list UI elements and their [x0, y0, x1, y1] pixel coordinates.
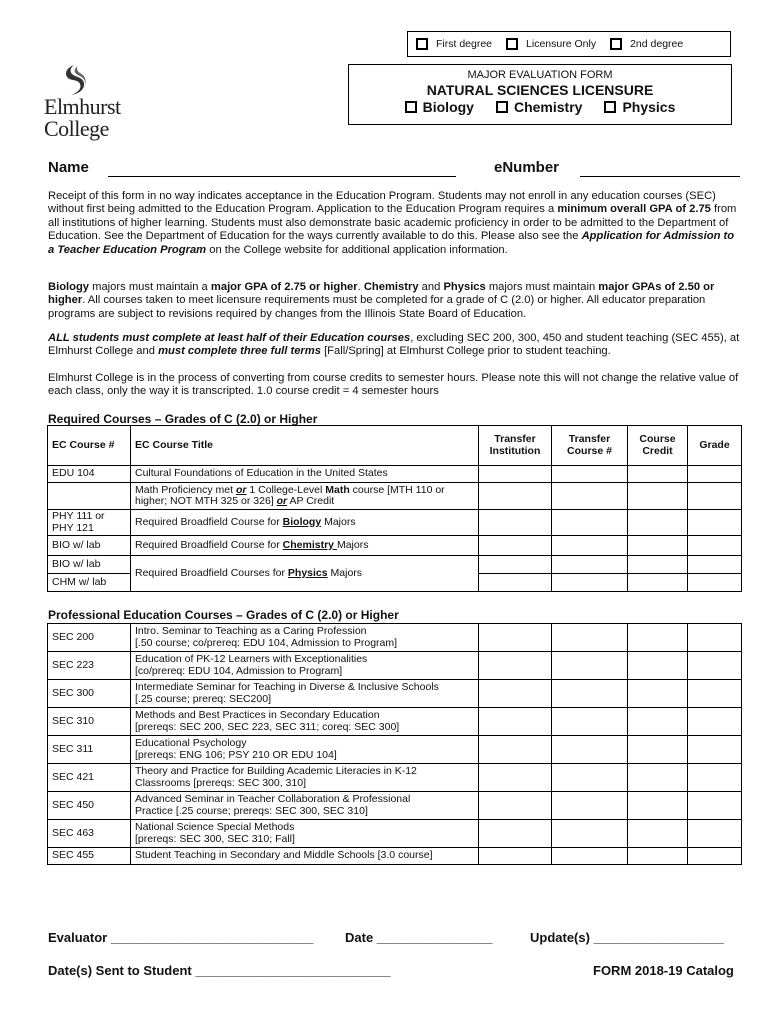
course-detail-line: [.25 course; prereq: SEC200] [135, 692, 271, 705]
required-courses-table [47, 425, 742, 592]
course-credit-cell[interactable] [628, 510, 688, 536]
degree-option-label: First degree [436, 38, 493, 50]
degree-option-second[interactable] [610, 38, 683, 50]
title-post: Majors [321, 515, 356, 528]
course-number: SEC 223 [48, 652, 131, 680]
logo-word-2: College [44, 116, 109, 141]
transfer-institution-cell[interactable] [479, 652, 552, 680]
text-segment: [Fall/Spring] at Elmhurst College prior to student teaching. [320, 345, 611, 358]
course-detail-line: [co/prereq: EDU 104, Admission to Program] [135, 664, 343, 677]
logo-word-1: Elmhurst [44, 94, 121, 119]
transfer-course-cell[interactable] [552, 764, 628, 792]
major-option-label: Biology [422, 99, 474, 115]
grade-cell[interactable] [688, 556, 742, 574]
course-number: SEC 311 [48, 736, 131, 764]
title-pre: Required Broadfield Course for [135, 515, 283, 528]
transfer-institution-cell[interactable] [479, 574, 552, 592]
header-ec-title: EC Course Title [131, 426, 479, 466]
table-row [48, 510, 742, 536]
paragraph-admission [48, 190, 740, 257]
transfer-institution-cell[interactable] [479, 792, 552, 820]
course-credit-cell[interactable] [628, 536, 688, 556]
text-segment: . All courses taken to meet licensure requirements must be completed for a grade of C (2.0) or higher. All educator preparation programs are subject to revisions required by changes from the Illinois State Board of Education. [48, 294, 706, 320]
grade-cell[interactable] [688, 792, 742, 820]
course-title [131, 510, 479, 536]
text-segment: Receipt of this form in no way indicates acceptance in the Education Program. Students may not enroll in any education courses (SEC) without first being admitted to the Education Program. Application to the Education Program requires a [48, 190, 716, 216]
grade-cell[interactable] [688, 624, 742, 652]
major-option-biology[interactable] [405, 99, 474, 115]
course-title [131, 736, 479, 764]
text-segment: Chemistry [363, 281, 419, 293]
course-detail-line: Practice [.25 course; prereqs: SEC 300, SEC 310] [135, 804, 368, 817]
transfer-course-cell[interactable] [552, 652, 628, 680]
course-number: SEC 421 [48, 764, 131, 792]
course-title-line: Methods and Best Practices in Secondary Education [135, 709, 380, 721]
course-title [131, 820, 479, 848]
course-number: CHM w/ lab [48, 574, 131, 592]
header-course-credit: Course Credit [628, 426, 688, 466]
text-segment: AP Credit [287, 495, 335, 507]
table-row [48, 536, 742, 556]
course-title [131, 708, 479, 736]
course-number: SEC 300 [48, 680, 131, 708]
course-number: SEC 463 [48, 820, 131, 848]
course-credit-cell[interactable] [628, 466, 688, 483]
transfer-course-cell[interactable] [552, 624, 628, 652]
course-title: Cultural Foundations of Education in the United States [131, 466, 479, 483]
header-transfer-course: Transfer Course # [552, 426, 628, 466]
transfer-institution-cell[interactable] [479, 510, 552, 536]
college-logo [44, 64, 124, 142]
header-ec-course: EC Course # [48, 426, 131, 466]
course-detail-line: [.50 course; co/prereq: EDU 104, Admission to Program] [135, 636, 398, 649]
professional-courses-title: Professional Education Courses – Grades of C (2.0) or Higher [48, 608, 399, 622]
transfer-course-cell[interactable] [552, 483, 628, 510]
course-detail-line: Classrooms [prereqs: SEC 300, 310] [135, 776, 306, 789]
text-segment: , excluding SEC 200, 300, 450 and student teaching (SEC 455), at Elmhurst College and [48, 332, 740, 358]
course-title [131, 680, 479, 708]
paragraph-residency [48, 332, 740, 359]
grade-cell[interactable] [688, 764, 742, 792]
transfer-course-cell[interactable] [552, 466, 628, 483]
paragraph-credits [48, 372, 740, 399]
text-segment: or [276, 495, 288, 507]
text-segment: Elmhurst College is in the process of converting from course credits to semester hours. Please note this will not change the relative value of each class, only the way it is transcripted. 1.0 course credit = 4 semester hours [48, 372, 739, 398]
checkbox-licensure-only[interactable] [506, 38, 518, 50]
table-row [48, 820, 742, 848]
form-header [348, 64, 732, 125]
header-transfer-institution: Transfer Institution [479, 426, 552, 466]
transfer-institution-cell[interactable] [479, 708, 552, 736]
course-title [131, 536, 479, 556]
course-title [131, 483, 479, 510]
course-title-line: Theory and Practice for Building Academic Literacies in K-12 [135, 765, 417, 777]
course-title [131, 624, 479, 652]
text-segment: ALL students must complete at least half of their Education courses [48, 332, 411, 344]
course-credit-cell[interactable] [628, 680, 688, 708]
transfer-course-cell[interactable] [552, 574, 628, 592]
dates-sent-field[interactable]: Date(s) Sent to Student ___________________________ [48, 963, 391, 978]
grade-cell[interactable] [688, 848, 742, 865]
course-number: SEC 310 [48, 708, 131, 736]
course-title-line: Student Teaching in Secondary and Middle Schools [3.0 course] [135, 849, 433, 862]
header-grade: Grade [688, 426, 742, 466]
table-row [48, 652, 742, 680]
checkbox-physics[interactable] [604, 101, 616, 113]
transfer-course-cell[interactable] [552, 680, 628, 708]
table-row [48, 556, 742, 574]
table-row [48, 624, 742, 652]
grade-cell[interactable] [688, 652, 742, 680]
table-header-row [48, 426, 742, 466]
professional-courses-body [48, 624, 742, 865]
name-field[interactable] [108, 176, 456, 177]
text-segment: major GPAs of 2.50 or higher [48, 281, 715, 307]
logo-mark-icon [60, 64, 88, 96]
form-subtitle: MAJOR EVALUATION FORM [467, 69, 613, 81]
course-credit-cell[interactable] [628, 820, 688, 848]
course-number [48, 483, 131, 510]
course-title [131, 556, 479, 592]
course-credit-cell[interactable] [628, 792, 688, 820]
course-number: SEC 450 [48, 792, 131, 820]
course-title-line: National Science Special Methods [135, 821, 295, 833]
transfer-course-cell[interactable] [552, 820, 628, 848]
course-credit-cell[interactable] [628, 652, 688, 680]
title-pre: Required Broadfield Course for [135, 538, 283, 551]
text-segment: course [MTH 110 or higher; NOT MTH 325 or 326] [135, 483, 445, 507]
required-courses-title: Required Courses – Grades of C (2.0) or Higher [48, 412, 318, 426]
transfer-institution-cell[interactable] [479, 820, 552, 848]
course-number: BIO w/ lab [48, 556, 131, 574]
degree-options [407, 31, 731, 57]
transfer-course-cell[interactable] [552, 736, 628, 764]
course-detail-line: [prereqs: SEC 300, SEC 310; Fall] [135, 832, 295, 845]
form-catalog-label: FORM 2018-19 Catalog [593, 963, 734, 978]
date-field[interactable]: Date ________________ [345, 930, 493, 945]
text-segment: majors must maintain [485, 281, 599, 293]
course-title [131, 652, 479, 680]
transfer-institution-cell[interactable] [479, 483, 552, 510]
text-segment: Biology [48, 281, 90, 293]
course-title-line: Education of PK-12 Learners with Exceptionalities [135, 653, 368, 665]
transfer-course-cell[interactable] [552, 792, 628, 820]
course-number: SEC 200 [48, 624, 131, 652]
form-title: NATURAL SCIENCES LICENSURE [426, 82, 654, 98]
major-option-chemistry[interactable] [496, 99, 582, 115]
transfer-course-cell[interactable] [552, 708, 628, 736]
course-credit-cell[interactable] [628, 764, 688, 792]
course-number: SEC 455 [48, 848, 131, 865]
text-segment: on the College website for additional application information. [206, 243, 508, 256]
professional-courses-table [47, 623, 742, 865]
course-credit-cell[interactable] [628, 736, 688, 764]
title-major: Biology [282, 515, 322, 528]
grade-cell[interactable] [688, 708, 742, 736]
major-options [349, 99, 731, 115]
text-segment: . [357, 281, 364, 293]
transfer-institution-cell[interactable] [479, 764, 552, 792]
grade-cell[interactable] [688, 736, 742, 764]
course-credit-cell[interactable] [628, 574, 688, 592]
transfer-course-cell[interactable] [552, 848, 628, 865]
text-segment: 1 College-Level [246, 483, 326, 496]
course-title-line: Intro. Seminar to Teaching as a Caring Profession [135, 625, 367, 637]
table-row [48, 792, 742, 820]
transfer-course-cell[interactable] [552, 556, 628, 574]
grade-cell[interactable] [688, 466, 742, 483]
title-pre: Required Broadfield Courses for [135, 566, 288, 579]
grade-cell[interactable] [688, 483, 742, 510]
name-label: Name [48, 159, 89, 176]
text-segment: Application for Admission to a Teacher Education Program [48, 230, 735, 256]
course-title-line: Advanced Seminar in Teacher Collaboration & Professional [135, 793, 411, 805]
title-major: Physics [287, 566, 328, 579]
text-segment: from all institutions of higher learning. Students must also demonstrate basic academic proficiency in order to be admitted to the Department of Education. See the Department of Education for the ways currently available to do this. Please also see the [48, 203, 737, 243]
text-segment: minimum overall GPA of 2.75 [557, 203, 711, 216]
major-option-label: Physics [622, 99, 676, 115]
transfer-institution-cell[interactable] [479, 536, 552, 556]
checkbox-biology[interactable] [405, 101, 417, 113]
table-row [48, 736, 742, 764]
degree-option-label: Licensure Only [526, 38, 597, 50]
table-row [48, 680, 742, 708]
enumber-label: eNumber [494, 159, 560, 176]
text-segment: and [418, 281, 444, 293]
major-option-label: Chemistry [513, 99, 583, 115]
table-row [48, 483, 742, 510]
course-title [131, 764, 479, 792]
text-segment: major GPA of 2.75 or higher [210, 281, 358, 293]
transfer-institution-cell[interactable] [479, 466, 552, 483]
grade-cell[interactable] [688, 536, 742, 556]
text-segment: Math [325, 483, 350, 496]
transfer-institution-cell[interactable] [479, 736, 552, 764]
course-credit-cell[interactable] [628, 708, 688, 736]
course-title-line: Educational Psychology [135, 737, 247, 749]
text-segment: or [235, 483, 247, 496]
course-credit-cell[interactable] [628, 624, 688, 652]
course-number: PHY 111 or PHY 121 [48, 510, 131, 536]
transfer-institution-cell[interactable] [479, 624, 552, 652]
checkbox-chemistry[interactable] [496, 101, 508, 113]
degree-option-licensure[interactable] [506, 38, 596, 50]
table-row [48, 764, 742, 792]
title-post: Majors [336, 538, 369, 551]
major-option-physics[interactable] [604, 99, 675, 115]
course-number: EDU 104 [48, 466, 131, 483]
course-credit-cell[interactable] [628, 848, 688, 865]
title-major: Chemistry [282, 538, 337, 551]
course-number: BIO w/ lab [48, 536, 131, 556]
table-row [48, 708, 742, 736]
table-row [48, 466, 742, 483]
checkbox-first-degree[interactable] [416, 38, 428, 50]
text-segment: Math Proficiency met [135, 483, 236, 496]
course-detail-line: [prereqs: SEC 200, SEC 223, SEC 311; coreq: SEC 300] [135, 720, 400, 733]
transfer-course-cell[interactable] [552, 536, 628, 556]
transfer-institution-cell[interactable] [479, 680, 552, 708]
transfer-course-cell[interactable] [552, 510, 628, 536]
text-segment: Physics [443, 281, 486, 293]
course-detail-line: [prereqs: ENG 106; PSY 210 OR EDU 104] [135, 748, 337, 761]
course-credit-cell[interactable] [628, 483, 688, 510]
grade-cell[interactable] [688, 820, 742, 848]
checkbox-second-degree[interactable] [610, 38, 622, 50]
enumber-field[interactable] [580, 176, 740, 177]
title-post: Majors [327, 566, 363, 579]
table-row [48, 848, 742, 865]
course-title [131, 848, 479, 865]
text-segment: majors must maintain a [89, 281, 211, 293]
course-credit-cell[interactable] [628, 556, 688, 574]
degree-option-first[interactable] [416, 38, 492, 50]
course-title-line: Intermediate Seminar for Teaching in Diverse & Inclusive Schools [135, 681, 439, 693]
grade-cell[interactable] [688, 510, 742, 536]
text-segment: must complete three full terms [158, 345, 321, 358]
degree-option-label: 2nd degree [630, 38, 684, 50]
transfer-institution-cell[interactable] [479, 556, 552, 574]
paragraph-gpa [48, 281, 740, 321]
grade-cell[interactable] [688, 680, 742, 708]
evaluator-field[interactable]: Evaluator ____________________________ [48, 930, 314, 945]
transfer-institution-cell[interactable] [479, 848, 552, 865]
name-row [48, 159, 738, 181]
grade-cell[interactable] [688, 574, 742, 592]
updates-field[interactable]: Update(s) __________________ [530, 930, 724, 945]
course-title [131, 792, 479, 820]
